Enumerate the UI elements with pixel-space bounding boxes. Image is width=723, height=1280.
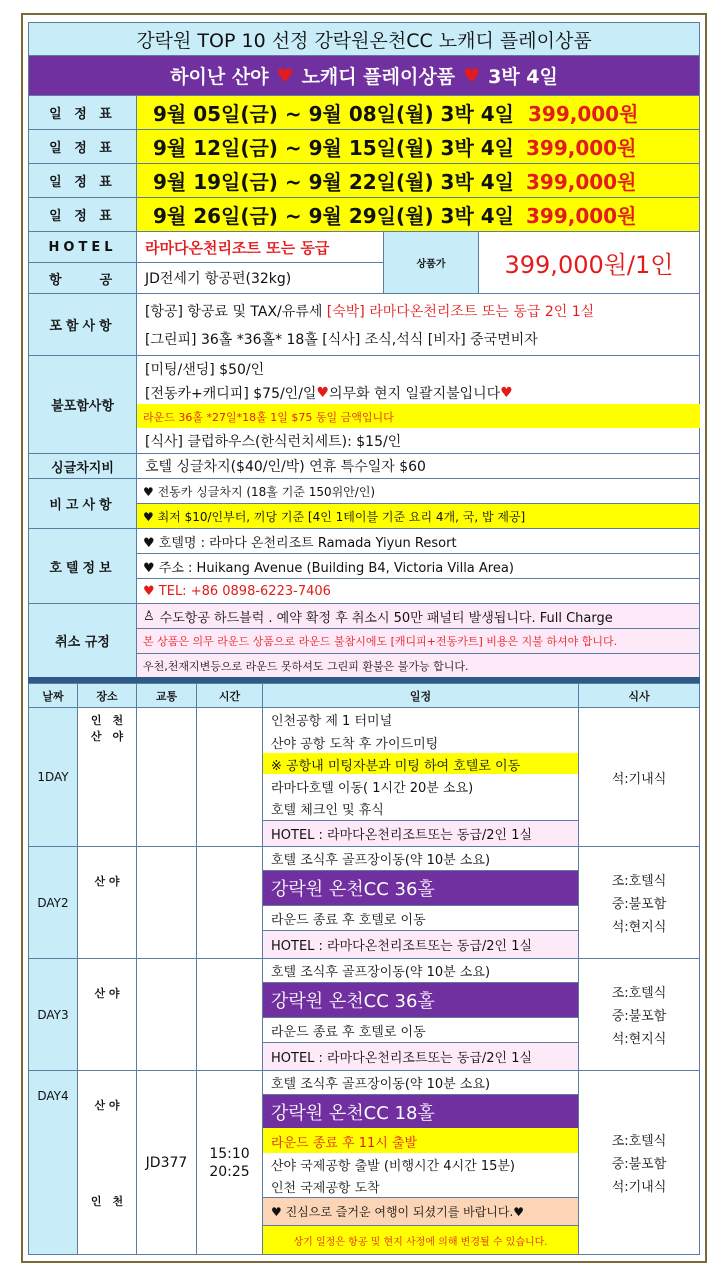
schedule-row bbox=[136, 197, 700, 232]
col-header-place: 장소 bbox=[77, 683, 137, 708]
col-header-transport: 교통 bbox=[136, 683, 197, 708]
schedule-item: 인천공항 제 1 터미널 bbox=[262, 707, 579, 731]
day-time bbox=[196, 707, 263, 847]
place-name: 인 천 bbox=[90, 1195, 124, 1208]
hotel-address: ♥ 주소 : Huikang Avenue (Building B4, Victoria Villa Area) bbox=[136, 553, 700, 579]
golf-round-banner: 강락원 온천CC 18홀 bbox=[262, 1094, 579, 1129]
schedule-dates: 9월 12일(금) ~ 9월 15일(월) 3박 4일 bbox=[153, 136, 514, 160]
golf-round-banner: 강락원 온천CC 36홀 bbox=[262, 982, 579, 1018]
day-label: DAY4 bbox=[28, 1070, 78, 1255]
meal-lunch: 중:불포함 bbox=[611, 1009, 667, 1024]
disclaimer: 상기 일정은 항공 및 현지 사정에 의해 변경될 수 있습니다. bbox=[262, 1225, 579, 1255]
meal-dinner: 석:기내식 bbox=[611, 1180, 667, 1195]
cancel-line: 본 상품은 의무 라운드 상품으로 라운드 불참시에도 [캐디피+전동카트] 비용은 지불 하셔야 합니다. bbox=[136, 628, 700, 654]
hotel-value: 라마다온천리조트 또는 동급 bbox=[136, 231, 384, 263]
page-title: 강락원 TOP 10 선정 강락원온천CC 노캐디 플레이상품 bbox=[28, 22, 700, 56]
day-place: 산 야 bbox=[77, 958, 137, 1071]
remarks-line: ♥ 최저 $10/인부터, 끼당 기준 [4인 1테이블 기준 요리 4개, 국, 밥 제공] bbox=[136, 503, 700, 529]
subtitle-duration: 3박 4일 bbox=[488, 66, 558, 88]
arrival-time: 20:25 bbox=[209, 1163, 250, 1180]
schedule-label: 일 정 표 bbox=[28, 163, 137, 198]
heart-icon: ♥ bbox=[316, 384, 330, 401]
heart-icon: ♥ bbox=[276, 64, 294, 87]
col-header-schedule: 일정 bbox=[262, 683, 579, 708]
subtitle-product: 노캐디 플레이상품 bbox=[301, 66, 456, 88]
day-time bbox=[196, 1070, 263, 1255]
schedule-item: 호텔 체크인 및 휴식 bbox=[262, 797, 579, 821]
day-place bbox=[77, 707, 137, 847]
day-meals bbox=[578, 958, 700, 1071]
day-meals bbox=[578, 846, 700, 959]
included-hotel: [숙박] 라마다온천리조트 또는 동급 2인 1실 bbox=[326, 303, 595, 320]
schedule-price: 399,000원 bbox=[528, 102, 639, 126]
air-label: 항 공 bbox=[28, 262, 137, 294]
place-name: 인 천 bbox=[90, 714, 124, 727]
day-place bbox=[77, 1070, 137, 1255]
hotel-info-label: 호텔정보 bbox=[28, 528, 137, 604]
schedule-price: 399,000원 bbox=[526, 204, 637, 228]
meal-breakfast: 조:호텔식 bbox=[611, 874, 667, 889]
hotel-name: ♥ 호텔명 : 라마다 온천리조트 Ramada Yiyun Resort bbox=[136, 528, 700, 554]
day-transport bbox=[136, 846, 197, 959]
meal-dinner: 석:현지식 bbox=[611, 1032, 667, 1047]
excluded-cart-caddie bbox=[136, 380, 700, 405]
included-line: [그린피] 36홀 *36홀* 18홀 [식사] 조식,석식 [비자] 중국면비자 bbox=[145, 331, 538, 348]
schedule-hotel: HOTEL : 라마다온천리조트또는 동급/2인 1실 bbox=[262, 930, 579, 959]
schedule-item: 호텔 조식후 골프장이동(약 10분 소요) bbox=[262, 958, 579, 983]
day-label: DAY2 bbox=[28, 846, 78, 959]
departure-time: 15:10 bbox=[209, 1145, 250, 1162]
schedule-row bbox=[136, 163, 700, 198]
schedule-item: 산야 공항 도착 후 가이드미팅 bbox=[262, 730, 579, 754]
heart-icon: ♥ bbox=[500, 384, 513, 401]
schedule-item: 라운드 종료 후 호텔로 이동 bbox=[262, 905, 579, 931]
meal-lunch: 중:불포함 bbox=[611, 1157, 667, 1172]
schedule-item: 산야 국제공항 출발 (비행시간 4시간 15분) bbox=[262, 1153, 579, 1176]
hotel-label: HOTEL bbox=[28, 231, 137, 263]
meal-dinner: 석:현지식 bbox=[611, 920, 667, 935]
day-transport bbox=[136, 707, 197, 847]
schedule-dates: 9월 26일(금) ~ 9월 29일(월) 3박 4일 bbox=[153, 204, 514, 228]
schedule-dates: 9월 05일(금) ~ 9월 08일(월) 3박 4일 bbox=[153, 102, 514, 126]
day-transport: JD377 bbox=[136, 1070, 197, 1255]
cancel-penalty: 수도항공 하드블럭 . 예약 확정 후 취소시 50만 패널티 발생됩니다. Full Charge bbox=[159, 610, 613, 626]
subtitle-banner bbox=[28, 55, 700, 96]
excluded-cart-text: [전동카+캐디피] $75/인/일 bbox=[145, 385, 317, 402]
farewell-message: ♥ 진심으로 즐거운 여행이 되셨기를 바랍니다.♥ bbox=[262, 1197, 579, 1226]
hotel-phone: ♥ TEL: +86 0898-6223-7406 bbox=[136, 578, 700, 604]
col-header-meals: 식사 bbox=[578, 683, 700, 708]
cancel-line: 우천,천재지변등으로 라운드 못하셔도 그린피 환불은 불가능 합니다. bbox=[136, 653, 700, 678]
remarks-line: ♥ 전동카 싱글차지 (18홀 기준 150위안/인) bbox=[136, 478, 700, 504]
included-line bbox=[145, 301, 594, 321]
place-name: 산 야 bbox=[90, 730, 124, 743]
meal-lunch: 중:불포함 bbox=[611, 897, 667, 912]
excluded-meal: [식사] 클럽하우스(한식런치세트): $15/인 bbox=[136, 428, 700, 454]
included-air: [항공] 항공료 및 TAX/유류세 bbox=[145, 303, 327, 320]
excluded-label: 불포함사항 bbox=[28, 355, 137, 454]
schedule-label: 일 정 표 bbox=[28, 129, 137, 164]
schedule-item: 라마다호텔 이동( 1시간 20분 소요) bbox=[262, 774, 579, 798]
schedule-row bbox=[136, 95, 700, 130]
schedule-price: 399,000원 bbox=[526, 170, 637, 194]
excluded-round-note: 라운드 36홀 *27일*18홀 1일 $75 동일 금액입니다 bbox=[136, 404, 700, 429]
day-label: DAY3 bbox=[28, 958, 78, 1071]
schedule-item: 라운드 종료 후 11시 출발 bbox=[262, 1128, 579, 1154]
schedule-item: 인천 국제공항 도착 bbox=[262, 1175, 579, 1198]
subtitle-location: 하이난 산야 bbox=[170, 66, 269, 88]
schedule-item: 라운드 종료 후 호텔로 이동 bbox=[262, 1017, 579, 1043]
schedule-item: 호텔 조식후 골프장이동(약 10분 소요) bbox=[262, 846, 579, 871]
schedule-item: ※ 공항내 미팅자분과 미팅 하여 호텔로 이동 bbox=[262, 753, 579, 775]
day-meals: 석:기내식 bbox=[578, 707, 700, 847]
included-content bbox=[136, 293, 700, 356]
day-meals bbox=[578, 1070, 700, 1255]
heart-icon: ♥ bbox=[463, 64, 481, 87]
day-time bbox=[196, 846, 263, 959]
col-header-date: 날짜 bbox=[28, 683, 78, 708]
meal-breakfast: 조:호텔식 bbox=[611, 986, 667, 1001]
schedule-item: 호텔 조식후 골프장이동(약 10분 소요) bbox=[262, 1070, 579, 1095]
day-place: 산 야 bbox=[77, 846, 137, 959]
remarks-label: 비고사항 bbox=[28, 478, 137, 529]
golf-round-banner: 강락원 온천CC 36홀 bbox=[262, 870, 579, 906]
person-icon: ♙ bbox=[143, 608, 155, 624]
schedule-hotel: HOTEL : 라마다온천리조트또는 동급/2인 1실 bbox=[262, 820, 579, 847]
price-value: 399,000원/1인 bbox=[478, 231, 700, 294]
excluded-cart-note: 의무화 현지 일괄지불입니다 bbox=[329, 385, 501, 402]
day-time bbox=[196, 958, 263, 1071]
single-value: 호텔 싱글차지($40/인/박) 연휴 특수일자 $60 bbox=[136, 453, 700, 479]
price-label: 상품가 bbox=[383, 231, 479, 294]
schedule-price: 399,000원 bbox=[526, 136, 637, 160]
single-label: 싱글차지비 bbox=[28, 453, 137, 479]
schedule-label: 일 정 표 bbox=[28, 95, 137, 130]
schedule-dates: 9월 19일(금) ~ 9월 22일(월) 3박 4일 bbox=[153, 170, 514, 194]
day-label: 1DAY bbox=[28, 707, 78, 847]
meal-breakfast: 조:호텔식 bbox=[611, 1134, 667, 1149]
excluded-meeting: [미팅/샌딩] $50/인 bbox=[136, 355, 700, 381]
cancel-line bbox=[136, 603, 700, 629]
day-transport bbox=[136, 958, 197, 1071]
cancel-label: 취소 규정 bbox=[28, 603, 137, 678]
schedule-hotel: HOTEL : 라마다온천리조트또는 동급/2인 1실 bbox=[262, 1042, 579, 1071]
place-name: 산 야 bbox=[94, 1099, 120, 1112]
air-value: JD전세기 항공편(32kg) bbox=[136, 262, 384, 294]
col-header-time: 시간 bbox=[196, 683, 263, 708]
schedule-row bbox=[136, 129, 700, 164]
schedule-label: 일 정 표 bbox=[28, 197, 137, 232]
included-label: 포함사항 bbox=[28, 293, 137, 356]
